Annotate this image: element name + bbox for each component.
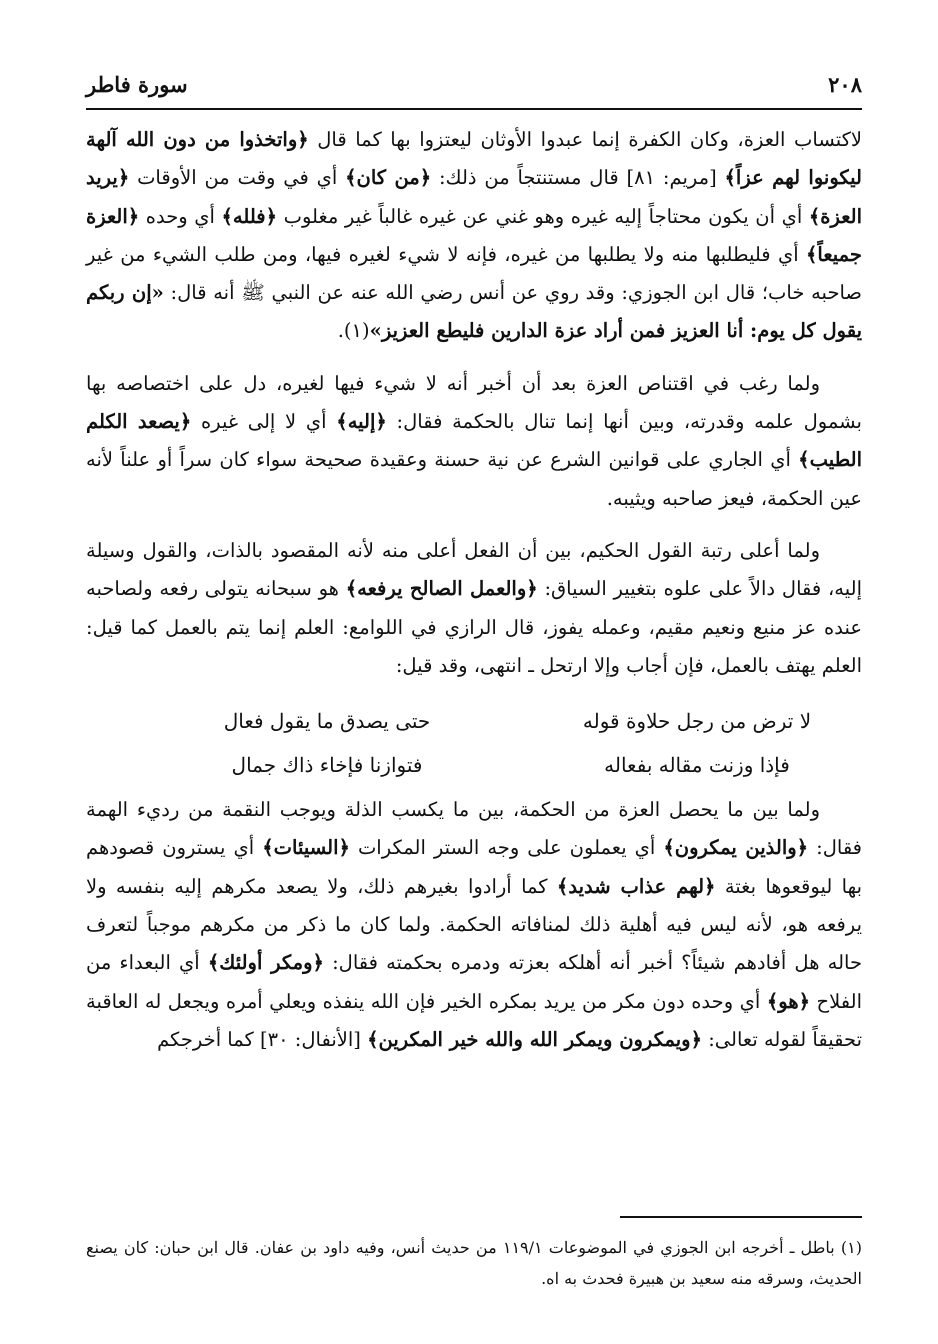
footnote-rule xyxy=(620,1216,862,1218)
text-run: أي الجاري على قوانين الشرع عن نية حسنة وعقيدة صحيحة سواء كان سراً أو علناً لأنه عين الحكمة، فيعز صاحبه ويثيبه. xyxy=(86,448,862,510)
text-run: أي لا إلى غيره xyxy=(191,410,337,434)
quotation: ﴿العزة جميعاً﴾ xyxy=(86,204,862,266)
text-run: ولما بين ما يحصل العزة من الحكمة، بين ما يكسب الذلة ويوجب النقمة من رديء الهمة فقال: xyxy=(86,798,863,860)
quotation: «إن ربكم يقول كل يوم: أنا العزيز فمن أراد عزة الدارين فليطع العزيز» xyxy=(86,281,862,343)
quotation: ﴿السيئات﴾ xyxy=(262,836,350,860)
quotation: ﴿يصعد الكلم الطيب﴾ xyxy=(86,410,862,472)
running-head xyxy=(86,64,862,104)
poem-hemistich: حتى يصدق ما يقول فعال xyxy=(223,709,431,734)
text-run: أي فليطلبها منه ولا يطلبها من غيره، فإنه لا شيء لغيره فيها، ومن طلب الشيء من غير صاحبه خاب؛ قال ابن الجوزي: وقد روي عن أنس رضي الله عنه عن النبي ﷺ أنه قال: xyxy=(86,242,862,305)
poem-line-1 xyxy=(162,699,862,743)
poem-hemistich: لا ترض من رجل حلاوة قوله xyxy=(582,709,812,734)
quotation: ﴿فلله﴾ xyxy=(221,204,278,228)
text-run: أي وحده دون مكر من يريد بمكره الخير فإن الله ينفذه ويعلي أمره ويجعل له العاقبة تحقيقاً لقوله تعالى: xyxy=(86,989,862,1051)
surah-title: سورة فاطر xyxy=(86,71,188,97)
quotation: ﴿ويمكرون ويمكر الله والله خير المكرين﴾ xyxy=(367,1027,703,1051)
text-run: ولما أعلى رتبة القول الحكيم، بين أن الفعل أعلى منه لأنه المقصود بالذات، والقول وسيلة إليه، فقال دالاً على علوه بتغيير السياق: xyxy=(86,538,862,601)
poem-line-2 xyxy=(162,743,862,787)
quotation: ﴿إليه﴾ xyxy=(336,410,387,434)
page-number: ٢٠٨ xyxy=(828,71,862,97)
quotation: ﴿من كان﴾ xyxy=(345,166,432,190)
paragraph-1 xyxy=(86,121,862,351)
poem-hemistich: فتوازنا فإخاء ذاك جمال xyxy=(231,753,423,778)
text-run: هو سبحانه يتولى رفعه ولصاحبه عنده عز منيع ونعيم مقيم، وعمله يفوز، قال الرازي في اللوامع: العلم إنما يتم بالعمل كما قيل: العلم يهتف بالعمل، فإن أجاب وإلا ارتحل ـ انتهى، وقد قيل: xyxy=(86,577,862,677)
paragraph-2 xyxy=(86,365,862,518)
quotation: ﴿ومكر أولئك﴾ xyxy=(207,951,324,975)
text-run: (١). xyxy=(337,319,370,343)
text-run: كما أرادوا بغيرهم ذلك، ولا يصعد مكرهم إليه بنفسه ولا يرفعه هو، لأنه ليس فيه أهلية ذلك لمنافاته الحكمة. ولما كان ما ذكر من مكرهم موجباً لتعرف حاله هل أفادهم شيئاً؟ أخبر أنه أهلكه بعزته ودمره بحكمته فقال: xyxy=(86,874,863,975)
paragraph-4 xyxy=(86,791,862,1059)
text-run: أي في وقت من الأوقات xyxy=(129,166,346,190)
text-run: أي يعملون على وجه الستر المكرات xyxy=(349,836,664,860)
text-run: [مريم: ٨١] قال مستنتجاً من ذلك: xyxy=(431,166,725,190)
quotation: ﴿هو﴾ xyxy=(766,989,811,1013)
poem-hemistich: فإذا وزنت مقاله بفعاله xyxy=(604,753,790,778)
text-run: ولما رغب في اقتناص العزة بعد أن أخبر أنه لا شيء فيها لغيره، دل على اختصاصه بها بشمول علمه وقدرته، وبين أنها إنما تنال بالحكمة فقال: xyxy=(86,371,862,434)
quotation: ﴿والذين يمكرون﴾ xyxy=(663,836,809,860)
text-run: أي يسترون قصودهم بها ليوقعوها بغتة xyxy=(86,836,862,898)
quotation: ﴿والعمل الصالح يرفعه﴾ xyxy=(345,577,538,601)
text-run: أي البعداء من الفلاح xyxy=(86,951,862,1013)
header-rule xyxy=(86,108,862,110)
text-run: أي وحده xyxy=(139,204,222,228)
footnote: (١) باطل ـ أخرجه ابن الجوزي في الموضوعات ١١٩/١ من حديث أنس، وفيه داود بن عفان. قال ابن حبان: كان يصنع الحديث، وسرقه منه سعيد بن هبيرة فحدث به اه. xyxy=(86,1238,862,1288)
quotation: ﴿واتخذوا من دون الله آلهة ليكونوا لهم عزاً﴾ xyxy=(86,128,862,190)
text-run: أي أن يكون محتاجاً إليه غيره وهو غني عن غيره غالباً غير مغلوب xyxy=(277,204,809,228)
text-run: لاكتساب العزة، وكان الكفرة إنما عبدوا الأوثان ليعتزوا بها كما قال xyxy=(308,128,862,151)
body-text xyxy=(86,121,862,1073)
quotation: ﴿لهم عذاب شديد﴾ xyxy=(556,874,716,898)
paragraph-3 xyxy=(86,532,862,685)
text-run: [الأنفال: ٣٠] كما أخرجكم xyxy=(157,1027,368,1051)
quotation: ﴿يريد العزة﴾ xyxy=(86,166,862,228)
